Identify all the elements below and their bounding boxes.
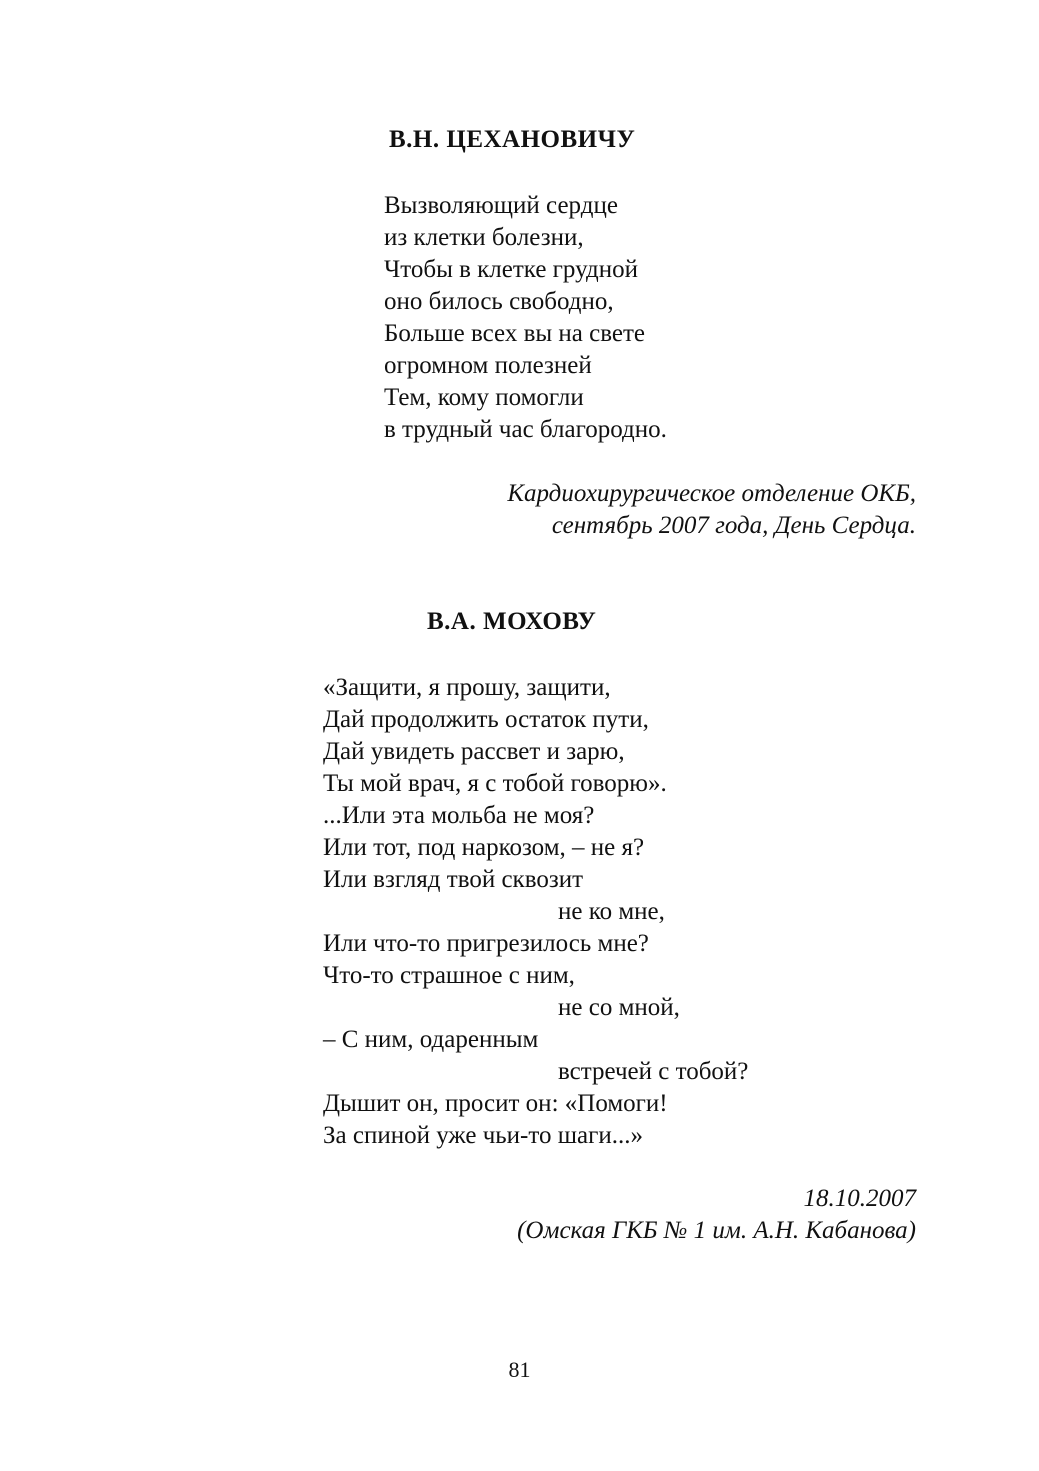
poem-line: Что-то страшное с ним, (323, 962, 575, 989)
poem-line: Дай увидеть рассвет и зарю, (323, 738, 625, 765)
poem-line: Дай продолжить остаток пути, (323, 706, 649, 733)
poem-line: ...Или эта мольба не моя? (323, 802, 595, 829)
poem-line: Ты мой врач, я с тобой говорю». (323, 770, 667, 797)
poem2-title: В.А. МОХОВУ (427, 608, 597, 635)
poem2-signature (517, 1183, 916, 1247)
signature-line: сентябрь 2007 года, День Сердца. (551, 512, 916, 539)
poem2-body (323, 672, 748, 1152)
poem-line: – С ним, одаренным (323, 1026, 539, 1053)
poem-line: Больше всех вы на свете (384, 320, 646, 347)
poem1-body (384, 190, 667, 446)
poem-line: огромном полезней (384, 352, 592, 379)
poem-line: Чтобы в клетке грудной (384, 256, 639, 283)
poem-line: Или взгляд твой сквозит (323, 866, 584, 893)
poem-line: не со мной, (558, 994, 680, 1021)
poem-line: «Защити, я прошу, защити, (323, 674, 611, 701)
signature-line: (Омская ГКБ № 1 им. А.Н. Кабанова) (517, 1217, 916, 1244)
poem-line: Вызволяющий сердце (384, 192, 618, 219)
poem-line: За спиной уже чьи-то шаги...» (323, 1122, 643, 1149)
page-number: 81 (508, 1357, 531, 1382)
poem1-signature (507, 478, 916, 542)
poem-line: Или тот, под наркозом, – не я? (323, 834, 645, 861)
poem-line: встречей с тобой? (558, 1058, 749, 1085)
poem-line: в трудный час благородно. (384, 416, 667, 443)
poem-line: Дышит он, просит он: «Помоги! (323, 1090, 668, 1117)
poem-line: оно билось свободно, (384, 288, 614, 315)
poem-line: из клетки болезни, (384, 224, 584, 251)
poem1-title: В.Н. ЦЕХАНОВИЧУ (389, 126, 636, 153)
poem-line: Тем, кому помогли (384, 384, 584, 411)
signature-line: Кардиохирургическое отделение ОКБ, (507, 480, 916, 507)
poem-line: Или что-то пригрезилось мне? (323, 930, 649, 957)
signature-line: 18.10.2007 (803, 1185, 916, 1212)
poem-line: не ко мне, (558, 898, 665, 925)
